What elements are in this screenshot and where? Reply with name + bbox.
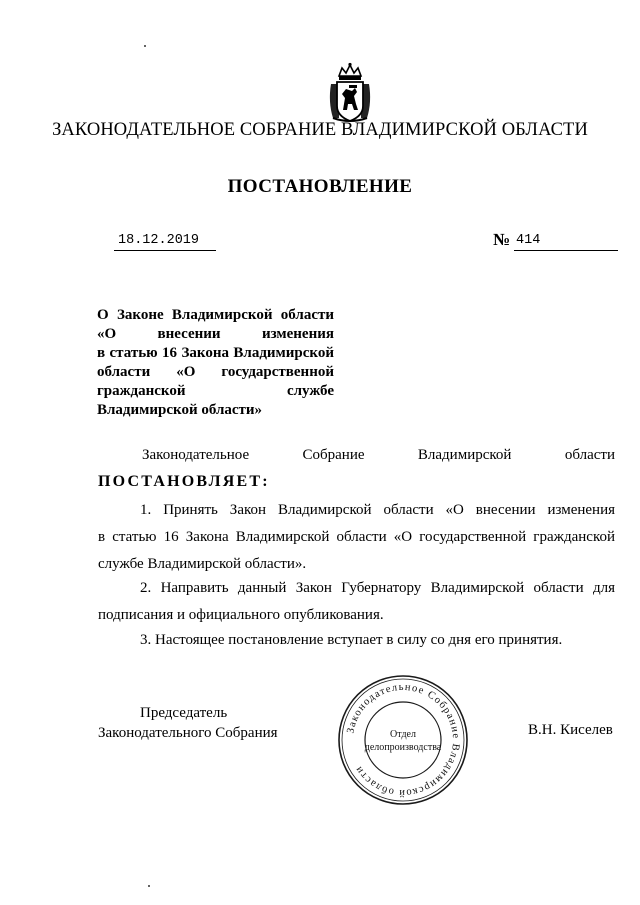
subject-line: гражданской службе [97, 383, 334, 399]
subject-line: Владимирской области» [97, 402, 263, 418]
intro-line [98, 447, 615, 464]
document-subject [97, 306, 334, 420]
paragraph-line: 3. Настоящее постановление вступает в силу со дня его принятия. [140, 632, 563, 648]
subject-line: области «О государственной [97, 364, 334, 380]
paragraph-line: 2. Направить данный Закон Губернатору Владимирской области для [140, 580, 615, 596]
paragraph-line: подписания и официального опубликования. [98, 607, 384, 623]
stamp-center-text: делопроизводства [364, 742, 442, 753]
paragraph-1 [98, 497, 615, 578]
document-date-field [114, 234, 216, 251]
paragraph-line: 1. Принять Закон Владимирской области «О внесении изменения [140, 502, 615, 518]
stamp-center-text: Отдел [390, 729, 416, 740]
intro-word: области [564, 447, 615, 463]
subject-line: в статью 16 Закона Владимирской [97, 345, 334, 361]
scan-speck [148, 885, 150, 887]
intro-word: Законодательное [142, 447, 250, 463]
paragraph-3 [98, 627, 615, 654]
document-number: 414 [516, 233, 541, 248]
paragraph-2 [98, 575, 615, 629]
document-date: 18.12.2019 [118, 233, 200, 248]
number-sign: № [493, 230, 511, 249]
signer-name: В.Н. Киселев [528, 722, 613, 738]
paragraph-line: службе Владимирской области». [98, 556, 307, 572]
stamp-ring-text: Законодательное Собрание Владимирской области [345, 681, 462, 799]
subject-line: О Законе Владимирской области [97, 307, 334, 323]
chair-title [98, 703, 278, 743]
official-stamp [336, 673, 470, 807]
intro-word: Собрание [302, 447, 365, 463]
coat-of-arms-icon [325, 62, 375, 124]
chair-line: Председатель [140, 705, 228, 721]
subject-line: «О внесении изменения [97, 326, 334, 342]
paragraph-line: в статью 16 Закона Владимирской области «О государственной гражданской [98, 529, 615, 545]
intro-word: Владимирской [417, 447, 512, 463]
decree-heading: ПОСТАНОВЛЯЕТ: [98, 473, 270, 490]
scan-speck [144, 45, 146, 47]
svg-text:Законодательное Собрание Влади [345, 682, 461, 798]
organization-title: ЗАКОНОДАТЕЛЬНОЕ СОБРАНИЕ ВЛАДИМИРСКОЙ ОБЛАСТИ [52, 120, 588, 140]
document-type-title: ПОСТАНОВЛЕНИЕ [227, 176, 413, 197]
chair-line: Законодательного Собрания [98, 725, 278, 741]
document-number-field [514, 234, 618, 251]
